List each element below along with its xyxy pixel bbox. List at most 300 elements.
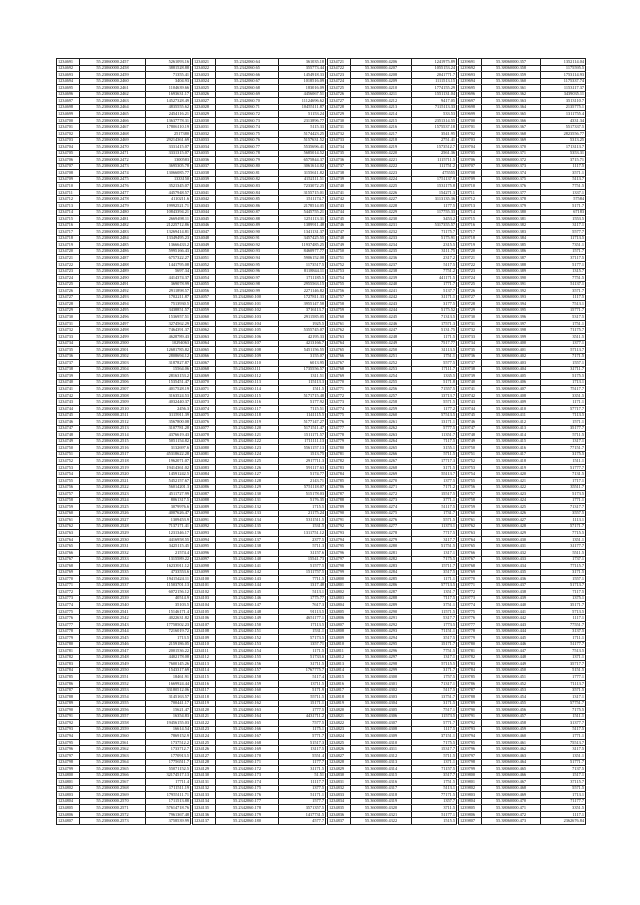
row-amount-cell: 12681785.82 (146, 347, 191, 354)
row-id-cell: 1234691 (57, 59, 80, 66)
row-id-cell: 1239738 (459, 366, 482, 373)
row-id-cell: 1234770 (328, 379, 351, 386)
row-amount-cell: 5137.7 (412, 288, 457, 295)
row-code-cell: 55.36000000.4287 (351, 589, 412, 596)
row-code-cell: 55.38060000.378 (482, 196, 541, 203)
row-amount-cell: 6575844.37 (279, 157, 326, 164)
row-amount-cell: 77551.7 (541, 622, 586, 629)
row-amount-cell: 13666433.2 (146, 242, 191, 249)
row-code-cell: 55.38060000.403 (482, 360, 541, 367)
row-id-cell: 1239742 (459, 392, 482, 399)
row-id-cell: 1234770 (57, 576, 80, 583)
row-id-cell: 1234803 (328, 595, 351, 602)
row-amount-cell: 4577.7 (279, 818, 326, 825)
row-code-cell: 55.2342060.126 (216, 464, 279, 471)
row-id-cell: 1239787 (459, 687, 482, 694)
row-id-cell: 1234789 (328, 504, 351, 511)
row-id-cell: 1234104 (193, 602, 216, 609)
row-code-cell: 55.36000000.4218 (351, 137, 412, 144)
row-amount-cell: 7175.5 (412, 556, 457, 563)
row-id-cell: 1234764 (328, 340, 351, 347)
row-amount-cell: 51117.5 (412, 504, 457, 511)
row-amount-cell: 5313.25 (541, 137, 586, 144)
row-amount-cell: 1357.71 (279, 641, 326, 648)
row-id-cell: 1234067 (193, 360, 216, 367)
row-id-cell: 1239726 (459, 288, 482, 295)
row-id-cell: 1234836 (328, 811, 351, 818)
row-id-cell: 1234746 (57, 419, 80, 426)
row-code-cell: 55.23060000.2572 (80, 811, 146, 818)
row-amount-cell: 2669498.11 (146, 216, 191, 223)
row-code-cell: 55.36000000.4227 (351, 196, 412, 203)
row-id-cell: 1234769 (328, 373, 351, 380)
row-amount-cell: 3117.1 (541, 222, 586, 229)
row-code-cell: 55.2342060.127 (216, 471, 279, 478)
row-code-cell: 55.36000000.4277 (351, 523, 412, 530)
row-id-cell: 1234707 (57, 163, 80, 170)
row-id-cell: 1234728 (57, 301, 80, 308)
table-row (328, 818, 457, 825)
row-code-cell: 55.23060000.2564 (80, 759, 146, 766)
row-amount-cell: 7715.5 (541, 530, 586, 537)
row-id-cell: 1234735 (328, 150, 351, 157)
row-amount-cell: 5171.7 (541, 203, 586, 210)
row-code-cell: 55.23060000.2470 (80, 144, 146, 151)
row-amount-cell: 77171.5 (412, 792, 457, 799)
row-amount-cell: 51171.1 (279, 792, 326, 799)
row-amount-cell: 29214361.69 (146, 137, 191, 144)
row-amount-cell: 1535451.47 (146, 379, 191, 386)
row-amount-cell: 700441.17 (146, 700, 191, 707)
row-amount-cell: 4110211.6 (146, 196, 191, 203)
row-code-cell: 55.23060000.2463 (80, 98, 146, 105)
row-id-cell: 1234757 (57, 491, 80, 498)
row-id-cell: 1239785 (459, 674, 482, 681)
row-id-cell: 1234786 (328, 484, 351, 491)
row-amount-cell: 1771.7 (412, 281, 457, 288)
row-id-cell: 1234756 (57, 484, 80, 491)
row-id-cell: 1234765 (328, 347, 351, 354)
row-amount-cell: 1141115.5 (279, 412, 326, 419)
row-id-cell: 1234041 (193, 189, 216, 196)
row-id-cell: 1234783 (328, 464, 351, 471)
row-code-cell: 55.2342060.169 (216, 746, 279, 753)
row-amount-cell: 10455111.87 (279, 104, 326, 111)
row-amount-cell: 1717.1 (541, 478, 586, 485)
row-id-cell: 1239794 (459, 733, 482, 740)
row-id-cell: 1234816 (328, 680, 351, 687)
row-amount-cell: 1571.7 (541, 248, 586, 255)
row-code-cell: 55.38060000.420 (482, 471, 541, 478)
row-amount-cell: 7117.5 (412, 595, 457, 602)
row-code-cell: 55.23060000.2522 (80, 484, 146, 491)
row-amount-cell: 3155715.01 (279, 189, 326, 196)
row-code-cell: 55.36000000.4206 (351, 59, 412, 66)
row-id-cell: 1234832 (328, 785, 351, 792)
row-id-cell: 1239795 (459, 739, 482, 746)
row-code-cell: 55.36000000.4224 (351, 176, 412, 183)
row-amount-cell: 1770913.5 (146, 752, 191, 759)
row-id-cell: 1234752 (328, 261, 351, 268)
row-id-cell: 1239729 (459, 307, 482, 314)
row-id-cell: 1234084 (193, 471, 216, 478)
row-id-cell: 1234123 (193, 726, 216, 733)
row-code-cell: 55.2342060.132 (216, 504, 279, 511)
row-amount-cell: 1117.5 (541, 294, 586, 301)
row-code-cell: 55.36000000.4242 (351, 294, 412, 301)
row-id-cell: 1234124 (193, 733, 216, 740)
row-code-cell: 55.2342060.175 (216, 785, 279, 792)
row-amount-cell: 5171.8 (412, 379, 457, 386)
row-amount-cell: 11124696.62 (279, 98, 326, 105)
row-code-cell: 55.23060000.2548 (80, 654, 146, 661)
row-code-cell: 55.2342060.80 (216, 163, 279, 170)
row-id-cell: 1234062 (193, 327, 216, 334)
row-amount-cell: 57713.5 (412, 582, 457, 589)
row-id-cell: 1234031 (193, 124, 216, 131)
row-amount-cell: 3171.5 (541, 569, 586, 576)
row-code-cell: 55.23060000.2542 (80, 615, 146, 622)
row-amount-cell: 5051154.82 (146, 438, 191, 445)
row-amount-cell: 1713.1 (541, 379, 586, 386)
row-code-cell: 55.36000000.4231 (351, 222, 412, 229)
row-code-cell: 55.2342060.79 (216, 157, 279, 164)
row-id-cell: 1234096 (193, 550, 216, 557)
row-code-cell: 55.2342060.106 (216, 333, 279, 340)
row-id-cell: 1234734 (57, 340, 80, 347)
row-amount-cell: 3171.5 (412, 464, 457, 471)
row-amount-cell: 1751.1 (412, 353, 457, 360)
row-code-cell: 55.23060000.2457 (80, 59, 146, 66)
row-id-cell: 1234777 (57, 622, 80, 629)
row-id-cell: 1239791 (459, 713, 482, 720)
row-code-cell: 55.38060000.432 (482, 550, 541, 557)
row-code-cell: 55.36000000.4263 (351, 432, 412, 439)
row-id-cell: 1234025 (193, 85, 216, 92)
row-amount-cell: 7517.1 (412, 707, 457, 714)
row-amount-cell: 7171.5 (541, 353, 586, 360)
row-id-cell: 1234022 (193, 65, 216, 72)
row-id-cell: 1234091 (193, 517, 216, 524)
row-code-cell: 55.2342060.135 (216, 523, 279, 530)
row-code-cell: 55.23060000.2547 (80, 648, 146, 655)
row-amount-cell: 2001536.22 (146, 648, 191, 655)
row-amount-cell: 71177.7 (541, 798, 586, 805)
row-code-cell: 55.2342060.123 (216, 445, 279, 452)
row-amount-cell: 3881528.88 (146, 65, 191, 72)
row-amount-cell: 7171.2 (412, 484, 457, 491)
row-id-cell: 1239703 (459, 137, 482, 144)
row-amount-cell: 1315.7 (541, 268, 586, 275)
row-id-cell: 1239775 (459, 608, 482, 615)
row-code-cell: 55.2342060.128 (216, 478, 279, 485)
row-code-cell: 55.23060000.2493 (80, 294, 146, 301)
row-id-cell: 1234085 (193, 478, 216, 485)
row-id-cell: 1234725 (57, 281, 80, 288)
row-id-cell: 1234801 (57, 779, 80, 786)
row-amount-cell: 51517.3 (279, 739, 326, 746)
row-id-cell: 1239777 (459, 622, 482, 629)
row-id-cell: 1234774 (57, 602, 80, 609)
row-amount-cell: 7513.5 (541, 648, 586, 655)
row-code-cell: 55.2342060.131 (216, 497, 279, 504)
row-amount-cell: 1018516.09 (279, 78, 326, 85)
row-id-cell: 1234786 (57, 680, 80, 687)
row-code-cell: 55.2342060.102 (216, 307, 279, 314)
row-amount-cell: 5113.7 (541, 176, 586, 183)
row-amount-cell: 75117.7 (541, 386, 586, 393)
row-amount-cell: 5317.7 (412, 615, 457, 622)
row-code-cell: 55.2342060.160 (216, 687, 279, 694)
row-id-cell: 1234739 (328, 176, 351, 183)
row-amount-cell: 13269414.81 (146, 229, 191, 236)
row-amount-cell: 7577.5 (279, 720, 326, 727)
row-code-cell: 55.38060000.387 (482, 255, 541, 262)
row-id-cell: 1234037 (193, 163, 216, 170)
row-amount-cell: 15171.7 (412, 641, 457, 648)
row-amount-cell: 7961367.48 (146, 811, 191, 818)
row-amount-cell: 13751.7 (412, 694, 457, 701)
row-amount-cell: 3541.95 (412, 131, 457, 138)
row-id-cell: 1239796 (459, 746, 482, 753)
row-amount-cell: 51713.7 (541, 582, 586, 589)
row-id-cell: 1234072 (193, 392, 216, 399)
row-amount-cell: 4414374.37 (146, 275, 191, 282)
row-id-cell: 1234823 (328, 726, 351, 733)
row-code-cell: 55.36000000.4216 (351, 124, 412, 131)
row-amount-cell: 5906152.08 (279, 255, 326, 262)
row-amount-cell: 1311751.12 (279, 530, 326, 537)
row-code-cell: 55.23060000.2567 (80, 779, 146, 786)
row-id-cell: 1234775 (57, 608, 80, 615)
row-amount-cell: 2362676.84 (541, 818, 586, 825)
row-amount-cell: 28163153.2 (146, 373, 191, 380)
row-code-cell: 55.23060000.2514 (80, 432, 146, 439)
row-code-cell: 55.2342060.119 (216, 419, 279, 426)
row-code-cell: 55.38060000.443 (482, 622, 541, 629)
row-amount-cell: 17711.4 (146, 779, 191, 786)
row-amount-cell: 1417731.5 (279, 811, 326, 818)
row-code-cell: 55.36000000.4315 (351, 772, 412, 779)
row-id-cell: 1234758 (328, 301, 351, 308)
row-amount-cell: 13117.5 (279, 746, 326, 753)
row-amount-cell: 2313896.77 (279, 117, 326, 124)
row-amount-cell: 1341131.37 (279, 229, 326, 236)
row-id-cell: 1239790 (459, 707, 482, 714)
row-id-cell: 1239717 (459, 229, 482, 236)
row-code-cell: 55.2342060.86 (216, 203, 279, 210)
row-id-cell: 1239733 (459, 333, 482, 340)
row-amount-cell: 1737512.2 (146, 739, 191, 746)
row-code-cell: 55.38060000.400 (482, 340, 541, 347)
row-code-cell: 55.2342060.113 (216, 379, 279, 386)
row-id-cell: 1234099 (193, 569, 216, 576)
row-code-cell: 55.38060000.419 (482, 464, 541, 471)
row-id-cell: 1234098 (193, 563, 216, 570)
row-id-cell: 1239745 (459, 412, 482, 419)
row-code-cell: 55.38060000.393 (482, 294, 541, 301)
row-id-cell: 1234698 (57, 104, 80, 111)
row-amount-cell: 3439035.11 (541, 91, 586, 98)
row-code-cell: 55.38060000.434 (482, 563, 541, 570)
row-amount-cell: 5171511.47 (279, 425, 326, 432)
row-code-cell: 55.38060000.423 (482, 491, 541, 498)
row-id-cell: 1234798 (328, 563, 351, 570)
row-code-cell: 55.23060000.2561 (80, 739, 146, 746)
row-amount-cell: 4511727.99 (146, 491, 191, 498)
row-amount-cell: 2751.41 (412, 137, 457, 144)
row-id-cell: 1234778 (328, 432, 351, 439)
row-code-cell: 55.23060000.2570 (80, 798, 146, 805)
row-amount-cell: 1511174.7 (279, 196, 326, 203)
row-id-cell: 1234791 (328, 517, 351, 524)
row-id-cell: 1234767 (57, 556, 80, 563)
row-amount-cell: 1727811.33 (279, 294, 326, 301)
row-code-cell: 55.23060000.2500 (80, 340, 146, 347)
row-id-cell: 1234800 (57, 772, 80, 779)
row-id-cell: 1234069 (193, 373, 216, 380)
row-code-cell: 55.38060000.398 (482, 327, 541, 334)
row-amount-cell: 3274562.29 (146, 320, 191, 327)
row-id-cell: 1234740 (328, 183, 351, 190)
row-amount-cell: 2178514.05 (279, 203, 326, 210)
row-id-cell: 1234782 (57, 654, 80, 661)
row-id-cell: 1234808 (328, 628, 351, 635)
row-id-cell: 1234805 (328, 608, 351, 615)
row-amount-cell: 51777.7 (541, 464, 586, 471)
row-code-cell: 55.38060000.442 (482, 615, 541, 622)
row-code-cell: 55.23060000.2460 (80, 78, 146, 85)
row-code-cell: 55.2342060.139 (216, 550, 279, 557)
data-table-block-1 (56, 58, 191, 825)
row-code-cell: 55.2342060.179 (216, 811, 279, 818)
row-amount-cell: 1753114.93 (541, 72, 586, 79)
row-code-cell: 55.38060000.357 (482, 59, 541, 66)
row-id-cell: 1234052 (193, 261, 216, 268)
row-amount-cell: 355773.44 (279, 65, 326, 72)
row-code-cell: 55.23060000.2552 (80, 680, 146, 687)
row-amount-cell: 1153117.37 (541, 85, 586, 92)
row-id-cell: 1239692 (459, 65, 482, 72)
row-id-cell: 1234795 (57, 739, 80, 746)
row-code-cell: 55.23060000.2511 (80, 412, 146, 419)
row-code-cell: 55.2342060.117 (216, 405, 279, 412)
row-code-cell: 55.23060000.2540 (80, 602, 146, 609)
row-amount-cell: 5577.5 (412, 360, 457, 367)
row-code-cell: 55.38060000.414 (482, 432, 541, 439)
row-id-cell: 1234746 (328, 222, 351, 229)
row-code-cell: 55.23060000.2495 (80, 307, 146, 314)
row-id-cell: 1234696 (57, 91, 80, 98)
row-amount-cell: 7513930.5 (146, 301, 191, 308)
row-amount-cell: 7175.5 (541, 707, 586, 714)
row-amount-cell: 19992521.71 (146, 203, 191, 210)
row-id-cell: 1234693 (57, 72, 80, 79)
row-id-cell: 1234762 (328, 327, 351, 334)
row-code-cell: 55.38060000.466 (482, 772, 541, 779)
row-id-cell: 1234705 (57, 150, 80, 157)
row-code-cell: 55.36000000.4237 (351, 261, 412, 268)
row-code-cell: 55.36000000.4306 (351, 713, 412, 720)
row-id-cell: 1234827 (328, 752, 351, 759)
row-code-cell: 55.36000000.4301 (351, 680, 412, 687)
row-amount-cell: 5175.91 (412, 235, 457, 242)
row-amount-cell: 4376619.43 (146, 432, 191, 439)
row-code-cell: 55.36000000.4219 (351, 144, 412, 151)
table-body (193, 59, 326, 825)
row-code-cell: 55.23060000.2521 (80, 478, 146, 485)
row-id-cell: 1234828 (328, 759, 351, 766)
row-amount-cell: 1441795.08 (146, 261, 191, 268)
row-amount-cell: 3117.7 (412, 536, 457, 543)
row-amount-cell: 591117.63 (279, 464, 326, 471)
row-id-cell: 1234727 (57, 294, 80, 301)
row-code-cell: 55.36000000.4268 (351, 464, 412, 471)
row-amount-cell: 57173.5 (279, 635, 326, 642)
row-code-cell: 55.23060000.2483 (80, 229, 146, 236)
row-amount-cell: 11573.5 (412, 713, 457, 720)
row-code-cell: 55.36000000.4269 (351, 471, 412, 478)
row-amount-cell: 4402178.08 (146, 654, 191, 661)
row-amount-cell: 7113.5 (541, 412, 586, 419)
row-code-cell: 55.38060000.391 (482, 281, 541, 288)
row-code-cell: 55.23060000.2515 (80, 438, 146, 445)
row-code-cell: 55.36000000.4302 (351, 687, 412, 694)
row-code-cell: 55.38060000.368 (482, 131, 541, 138)
row-id-cell: 1234083 (193, 464, 216, 471)
row-amount-cell: 3716113.7 (279, 307, 326, 314)
row-amount-cell: 3351.5 (541, 392, 586, 399)
row-amount-cell: 55071152.5 (146, 766, 191, 773)
row-id-cell: 1239740 (459, 379, 482, 386)
row-code-cell: 55.38060000.456 (482, 707, 541, 714)
row-id-cell: 1234028 (193, 104, 216, 111)
row-code-cell: 55.23060000.2464 (80, 104, 146, 111)
row-amount-cell: 1773.5 (412, 622, 457, 629)
row-amount-cell: 7751.5 (541, 183, 586, 190)
row-amount-cell: 1551131.04 (412, 91, 457, 98)
row-code-cell: 55.36000000.4282 (351, 556, 412, 563)
row-amount-cell: 3751.1 (412, 602, 457, 609)
row-amount-cell: 77151.7 (541, 445, 586, 452)
row-code-cell: 55.23060000.2549 (80, 661, 146, 668)
row-id-cell: 1234792 (328, 523, 351, 530)
row-amount-cell: 5311511.5 (279, 517, 326, 524)
row-amount-cell: 3758539.99 (146, 818, 191, 825)
row-code-cell: 55.36000000.4211 (351, 91, 412, 98)
row-id-cell: 1234046 (193, 222, 216, 229)
row-id-cell: 1239798 (459, 759, 482, 766)
row-id-cell: 1234806 (328, 615, 351, 622)
table-row (459, 818, 586, 825)
row-code-cell: 55.2342060.144 (216, 582, 279, 589)
row-id-cell: 1234132 (193, 785, 216, 792)
row-code-cell: 55.23060000.2513 (80, 425, 146, 432)
row-code-cell: 55.23060000.2519 (80, 464, 146, 471)
row-id-cell: 1234794 (57, 733, 80, 740)
row-code-cell: 55.38060000.415 (482, 438, 541, 445)
row-amount-cell: 3711.5 (412, 805, 457, 812)
row-amount-cell: 71557.5 (412, 386, 457, 393)
row-id-cell: 1234751 (57, 451, 80, 458)
row-code-cell: 55.36000000.4305 (351, 707, 412, 714)
row-id-cell: 1234766 (328, 353, 351, 360)
row-code-cell: 55.36000000.4280 (351, 543, 412, 550)
row-code-cell: 55.2342060.168 (216, 739, 279, 746)
row-amount-cell: 3517.5 (412, 569, 457, 576)
row-amount-cell: 7751.5 (541, 275, 586, 282)
row-id-cell: 1234042 (193, 196, 216, 203)
